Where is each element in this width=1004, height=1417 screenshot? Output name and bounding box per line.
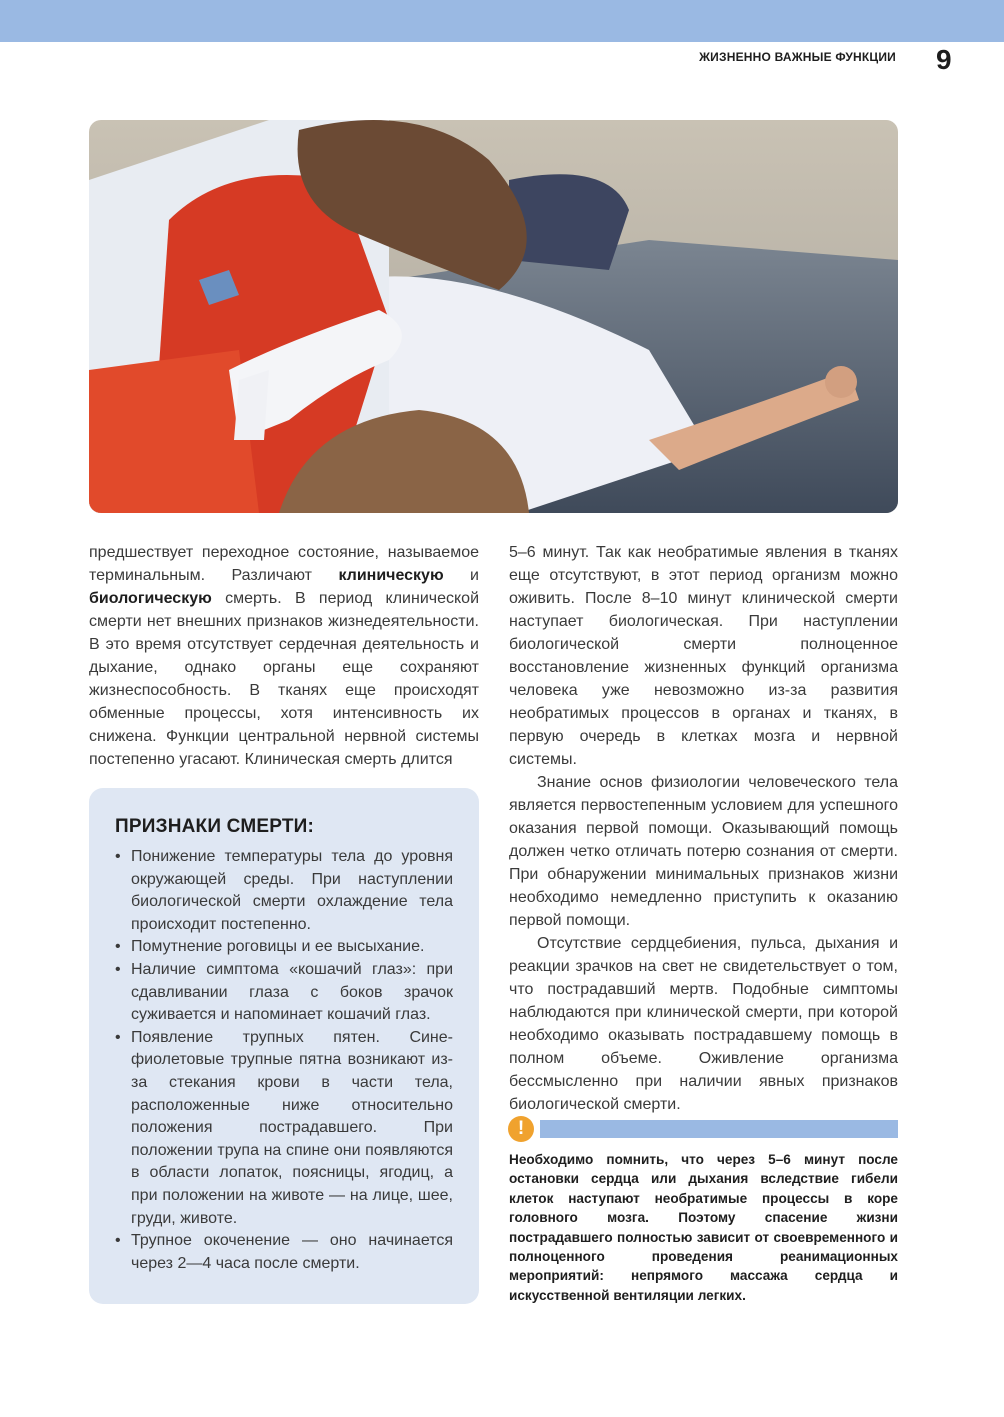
running-header: ЖИЗНЕННО ВАЖНЫЕ ФУНКЦИИ [699,50,896,64]
death-signs-box [89,788,479,1304]
death-signs-title: ПРИЗНАКИ СМЕРТИ: [115,816,315,837]
right-paragraph-1: 5–6 минут. Так как необратимые явления в тканях еще отсутствуют, в этот период организм можно оживить. После 8–10 минут клинической смерти наступает биологическая. При наступлении биологической смерти полноценное восстановление жизненных функций организма человека уже невозможно из-за развития необратимых процессов в органах и тканях, в первую очередь в клетках мозга и нервной системы. [509,544,898,768]
list-item: • Понижение температуры тела до уровня окружающей среды. При наступлении биологической смерти охлаждение тела происходит постепенно. [115,846,453,936]
top-color-band [0,0,1004,42]
death-signs-list [115,846,453,1275]
list-item: • Появление трупных пятен. Сине-фиолетовые трупные пятна возникают из-за стекания крови в части тела, расположенные ниже относительно положения пострадавшего. При положении трупа на спине они появляются в области лопаток, поясницы, ягодиц, а при положении на животе — на лице, шее, груди, животе. [115,1027,453,1230]
left-text-column [89,541,479,771]
paragraph-text: смерть. В период клинической смерти нет внешних признаков жизнедеятельности. В это время отсутствует сердечная деятельность и дыхание, однако органы еще сохраняют жизнеспособность. В тканях еще происходят обменные процессы, хотя интенсивность их снижена. Функции центральной нервной системы постепенно угасают. Клиническая смерть длится [89,590,479,768]
paragraph-text: предшествует переходное состояние, называемое терминальным. Различают [89,544,479,584]
right-paragraph-2: Знание основ физиологии человеческого тела является первостепенным условием для успешного оказания первой помощи. Оказывающий помощь должен четко отличать потерю сознания от смерти. При обнаружении минимальных признаков жизни необходимо немедленно приступить к оказанию первой помощи. [509,774,898,929]
warning-exclamation-icon: ! [508,1116,534,1142]
page-number: 9 [936,44,952,75]
paragraph-text: и [443,567,479,584]
warning-bar [540,1120,898,1138]
term-biological: биологическую [89,590,212,607]
first-aid-photo [89,120,898,513]
list-item: • Наличие симптома «кошачий глаз»: при сдавливании глаза с боков зрачок суживается и напоминает кошачий глаз. [115,959,453,1027]
term-clinical: клиническую [338,567,444,584]
list-item: • Помутнение роговицы и ее высыхание. [115,936,453,959]
right-text-column [509,541,898,1116]
list-item: • Трупное окоченение — оно начинается через 2—4 часа после смерти. [115,1230,453,1275]
warning-note: Необходимо помнить, что через 5–6 минут после остановки сердца или дыхания вследствие гибели клеток наступают необратимые процессы в коре головного мозга. Поэтому спасение жизни пострадавшего полностью зависит от своевременного и полноценного проведения реанимационных мероприятий: непрямого массажа сердца и искусственной вентиляции легких. [509,1152,898,1303]
left-paragraph [89,541,479,771]
right-paragraph-3: Отсутствие сердцебиения, пульса, дыхания и реакции зрачков на свет не свидетельствует о том, что пострадавший мертв. Подобные симптомы наблюдаются при клинической смерти, при которой необходимо оказывать пострадавшему помощь в полном объеме. Оживление организма бессмысленно при наличии явных признаков биологической смерти. [509,935,898,1113]
